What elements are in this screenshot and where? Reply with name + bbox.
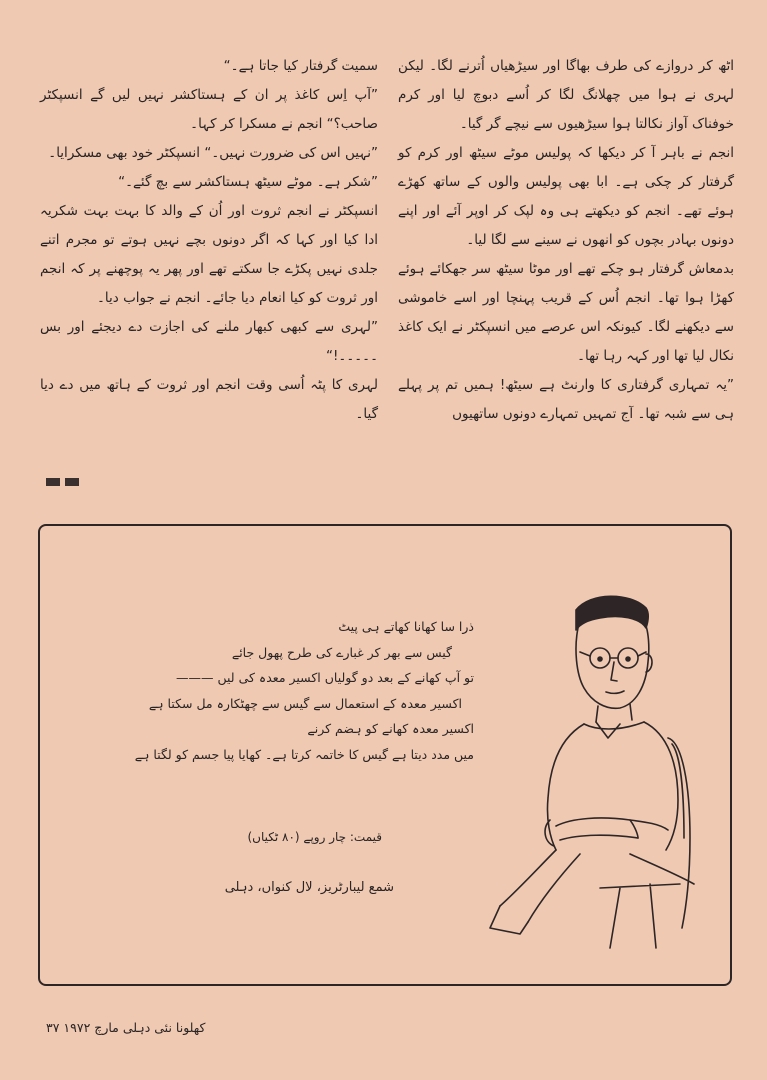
story-paragraph: لہری کا پٹہ اُسی وقت انجم اور ثروت کے ہاتھ میں دے دیا گیا۔ [40,377,378,422]
page-footer: کھلونا نئی دہلی مارچ ۱۹۷۲ ۳۷ [46,1020,206,1035]
ad-copy [94,614,474,768]
ad-line: ذرا سا کھانا کھاتے ہی پیٹ [338,619,474,634]
story-paragraph: ”آپ اِس کاغذ پر ان کے ہستاکشر نہیں لیں گے انسپکٹر صاحب؟“ انجم نے مسکرا کر کہا۔ [40,87,378,132]
advertisement-box [38,524,732,986]
story-paragraph: ”لہری سے کبھی کبھار ملنے کی اجازت دے دیجئے اور بس ۔۔۔۔۔!“ [40,319,378,364]
story-paragraph: ”شکر ہے۔ موٹے سیٹھ ہستاکشر سے بچ گئے۔“ [118,174,378,190]
story-paragraph: انسپکٹر نے انجم ثروت اور اُن کے والد کا بہت بہت شکریہ ادا کیا اور کہا کہ اگر دونوں بچے نہیں ہوتے تو مجرم اتنے جلدی نہیں پکڑے جا سکتے تھے اور پھر یہ پوچھنے پر کہ انجم اور ثروت کو کیا انعام دیا جائے۔ انجم نے جواب دیا۔ [40,203,378,306]
ad-line: اکسیر معدہ کھانے کو ہضم کرنے [307,721,474,737]
seated-man-illustration [480,588,700,958]
ad-manufacturer: شمع لیبارٹریز، لال کنواں، دہلی [224,880,394,895]
story-paragraph: سمیت گرفتار کیا جاتا ہے۔“ [223,58,378,74]
ad-line: اکسیر معدہ کے استعمال سے گیس سے چھٹکارہ مل سکتا ہے [148,695,462,711]
ad-line: میں مدد دیتا ہے گیس کا خاتمہ کرتا ہے۔ کھایا پیا جسم کو لگتا ہے [134,746,474,762]
story-paragraph: اٹھ کر دروازے کی طرف بھاگا اور سیڑھیاں اُترنے لگا۔ لیکن لہری نے ہوا میں چھلانگ لگا کر اُسے دبوچ لیا اور کرم خوفناک آواز نکالتا ہوا سیڑھیوں سے نیچے گر گیا۔ [398,58,734,132]
story-paragraph: ”یہ تمہاری گرفتاری کا وارنٹ ہے سیٹھ! ہمیں تم پر پہلے ہی سے شبہ تھا۔ آج تمہیں تمہارے دونوں ساتھیوں [398,377,734,422]
story-paragraph: بدمعاش گرفتار ہو چکے تھے اور موٹا سیٹھ سر جھکائے ہوئے کھڑا ہوا تھا۔ انجم اُس کے قریب پہنچا اور اسے خاموشی سے دیکھنے لگا۔ کیونکہ اس عرصے میں انسپکٹر نے ایک کاغذ نکال لیا تھا اور کہہ رہا تھا۔ [398,261,734,364]
story-paragraph: انجم نے باہر آ کر دیکھا کہ پولیس موٹے سیٹھ اور کرم کو گرفتار کر چکی ہے۔ ابا بھی پولیس والوں کے ساتھ کھڑے ہوئے تھے۔ انجم کو دیکھتے ہی وہ لپک کر اوپر آئے اور اپنے دونوں بہادر بچوں کو انھوں نے سینے سے لگا لیا۔ [398,145,734,248]
ad-line: تو آپ کھانے کے بعد دو گولیاں اکسیر معدہ کی لیں ——— [176,670,474,686]
story-column-left [40,52,378,429]
ad-price: قیمت: چار روپے (۸۰ ٹکیاں) [247,830,382,844]
story-column-right [398,52,734,429]
ad-line: گیس سے بھر کر غبارے کی طرح پھول جائے [231,644,452,660]
story-end-marks [46,478,79,486]
story-paragraph: ”نہیں اس کی ضرورت نہیں۔“ انسپکٹر خود بھی مسکرایا۔ [48,145,378,161]
